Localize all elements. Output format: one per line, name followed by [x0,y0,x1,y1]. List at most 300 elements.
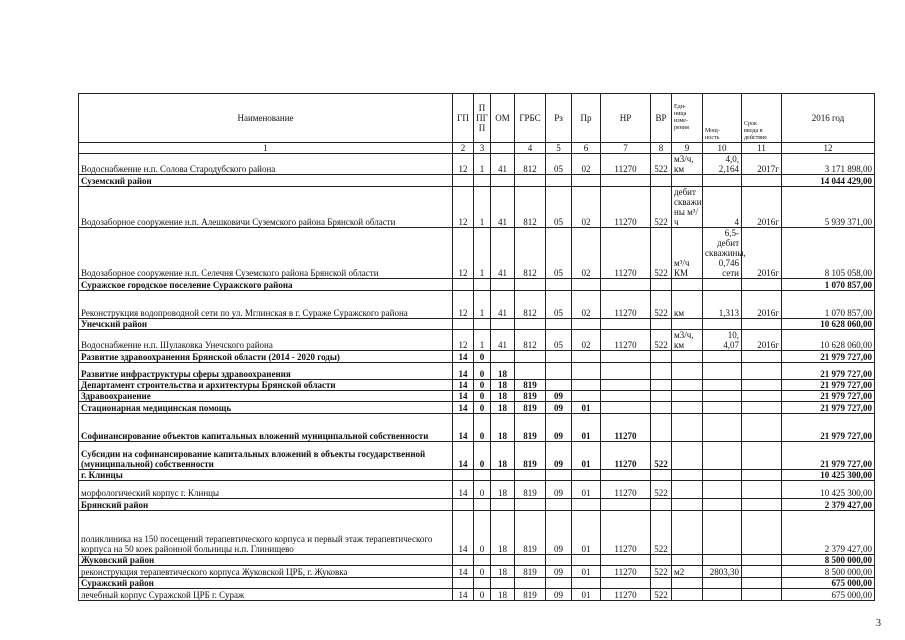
cell-pgp: 0 [474,402,491,414]
cell-rz: 05 [546,228,572,279]
header-om: ОМ [491,94,515,143]
cell-power: 1,313 [703,291,742,319]
cell-name: Водозаборное сооружение н.п. Селечня Суземского района Брянской области [79,228,453,279]
cell-rz [546,363,572,380]
table-row [79,578,875,589]
cell-om: 18 [491,481,515,499]
cell-power: 2803,30 [703,566,742,578]
cell-power [703,175,742,187]
cell-amount: 21 979 727,00 [782,391,875,402]
cell-om: 18 [491,391,515,402]
cell-vr: 522 [651,330,672,351]
table-row [79,402,875,414]
cell-unit [672,175,703,187]
cell-np [601,391,651,402]
cell-name: Софинансирование объектов капитальных вложений муниципальной собственности [79,414,453,442]
cell-np: 11270 [601,566,651,578]
header-grbs: ГРБС [515,94,546,143]
cell-gp: 14 [453,442,474,470]
cell-amount: 21 979 727,00 [782,442,875,470]
cell-term [742,391,782,402]
header-pr: Пр [572,94,601,143]
cell-grbs: 812 [515,154,546,175]
col-number: 1 [79,143,453,154]
cell-grbs [515,351,546,363]
cell-pgp [474,578,491,589]
table-row [79,391,875,402]
cell-om [491,499,515,511]
cell-unit: м2 [672,566,703,578]
cell-grbs: 819 [515,442,546,470]
cell-pr [572,279,601,291]
col-number: 2 [453,143,474,154]
cell-term [742,589,782,601]
cell-pr [572,470,601,481]
cell-om: 18 [491,589,515,601]
header-pgp: П ПГ П [474,94,491,143]
cell-gp: 14 [453,481,474,499]
table-row [79,363,875,380]
header-gp: ГП [453,94,474,143]
cell-name: поликлиника на 150 посещений терапевтического корпуса и первый этаж терапевтического корпуса на 50 коек районной больницы н.п. Глинищево [79,511,453,555]
table-row [79,154,875,175]
cell-power [703,391,742,402]
cell-pr [572,319,601,330]
cell-om [491,555,515,566]
cell-grbs: 812 [515,187,546,228]
table-row [79,319,875,330]
cell-term [742,481,782,499]
cell-unit: дебит скважи ны м³/ч [672,187,703,228]
cell-rz: 09 [546,402,572,414]
cell-rz [546,279,572,291]
cell-amount: 21 979 727,00 [782,380,875,391]
cell-name: Здравоохранение [79,391,453,402]
cell-power [703,402,742,414]
table-row [79,187,875,228]
cell-power [703,555,742,566]
cell-unit: м³/ч КМ [672,228,703,279]
cell-gp: 12 [453,291,474,319]
table-row [79,291,875,319]
table-row [79,414,875,442]
cell-amount: 8 500 000,00 [782,566,875,578]
cell-unit [672,279,703,291]
cell-rz: 09 [546,414,572,442]
header-term: Срок ввода в действие [742,94,782,143]
cell-grbs: 819 [515,380,546,391]
cell-name: Водоснабжение н.п. Шулаковка Унечского района [79,330,453,351]
cell-amount: 21 979 727,00 [782,414,875,442]
cell-term [742,414,782,442]
col-number: 8 [651,143,672,154]
cell-rz: 05 [546,291,572,319]
cell-pr: 01 [572,402,601,414]
cell-power [703,363,742,380]
cell-grbs: 819 [515,391,546,402]
cell-pr: 01 [572,589,601,601]
cell-power: 4,0, 2,164 [703,154,742,175]
cell-unit [672,442,703,470]
cell-rz: 09 [546,442,572,470]
cell-om: 18 [491,402,515,414]
cell-vr [651,499,672,511]
cell-np [601,380,651,391]
cell-vr [651,470,672,481]
cell-pr [572,499,601,511]
cell-vr: 522 [651,566,672,578]
cell-name: Брянский район [79,499,453,511]
cell-term: 2017г [742,154,782,175]
cell-grbs: 819 [515,414,546,442]
cell-pgp: 0 [474,481,491,499]
cell-om [491,279,515,291]
cell-vr: 522 [651,187,672,228]
cell-np [601,319,651,330]
cell-pr [572,578,601,589]
cell-grbs [515,319,546,330]
col-number: 5 [546,143,572,154]
cell-term [742,351,782,363]
cell-vr: 522 [651,442,672,470]
table-row [79,555,875,566]
cell-grbs: 819 [515,402,546,414]
cell-pr: 01 [572,566,601,578]
cell-pgp [474,555,491,566]
cell-power [703,319,742,330]
cell-amount: 3 171 898,00 [782,154,875,175]
cell-name: Суземский район [79,175,453,187]
cell-term [742,319,782,330]
cell-name: Суражский район [79,578,453,589]
cell-pgp [474,470,491,481]
cell-om [491,578,515,589]
cell-amount: 10 628 060,00 [782,319,875,330]
cell-gp: 14 [453,363,474,380]
cell-term [742,470,782,481]
cell-grbs [515,578,546,589]
cell-term: 2016г [742,330,782,351]
table-row [79,175,875,187]
cell-unit [672,391,703,402]
header-rz: Рз [546,94,572,143]
cell-power [703,380,742,391]
cell-name: Субсидии на софинансирование капитальных вложений в объекты государственной (муниципальной) собственности [79,442,453,470]
cell-gp [453,175,474,187]
cell-unit [672,470,703,481]
cell-unit [672,499,703,511]
cell-power: 6,5-дебит скважины, 0,746 сети [703,228,742,279]
cell-name: Водоснабжение н.п. Солова Стародубского района [79,154,453,175]
cell-pgp: 0 [474,566,491,578]
cell-pr [572,380,601,391]
cell-power [703,470,742,481]
cell-unit [672,555,703,566]
cell-np [601,363,651,380]
cell-np: 11270 [601,414,651,442]
header-power: Мощ- ность [703,94,742,143]
cell-pgp: 0 [474,363,491,380]
table-row [79,499,875,511]
cell-pgp [474,175,491,187]
cell-unit [672,402,703,414]
cell-vr: 522 [651,291,672,319]
cell-pgp: 0 [474,442,491,470]
cell-pgp [474,319,491,330]
cell-rz [546,380,572,391]
cell-name: Развитие инфраструктуры сферы здравоохранения [79,363,453,380]
cell-power [703,414,742,442]
cell-rz: 09 [546,391,572,402]
cell-name: морфологический корпус г. Клинцы [79,481,453,499]
cell-amount: 10 425 300,00 [782,481,875,499]
cell-pgp: 0 [474,351,491,363]
cell-np: 11270 [601,228,651,279]
cell-pr [572,363,601,380]
header-np: НР [601,94,651,143]
cell-vr [651,279,672,291]
cell-gp: 12 [453,187,474,228]
cell-grbs: 812 [515,291,546,319]
cell-vr [651,319,672,330]
cell-gp: 14 [453,414,474,442]
cell-gp: 14 [453,589,474,601]
cell-pr [572,351,601,363]
cell-np: 11270 [601,187,651,228]
cell-pgp [474,279,491,291]
cell-om [491,319,515,330]
header-unit: Еди- ница изме- рения [672,94,703,143]
cell-amount: 675 000,00 [782,589,875,601]
cell-name: Водозаборное сооружение н.п. Алешковичи Суземского района Брянской области [79,187,453,228]
cell-amount: 21 979 727,00 [782,402,875,414]
cell-amount: 14 044 429,00 [782,175,875,187]
cell-rz: 09 [546,589,572,601]
cell-gp: 12 [453,154,474,175]
table-row [79,589,875,601]
cell-grbs: 812 [515,228,546,279]
cell-np [601,555,651,566]
cell-pgp: 0 [474,391,491,402]
cell-term [742,442,782,470]
cell-pr: 02 [572,291,601,319]
cell-term [742,511,782,555]
cell-rz: 05 [546,154,572,175]
cell-power [703,578,742,589]
cell-np [601,470,651,481]
col-number: 11 [742,143,782,154]
cell-power: 10, 4,07 [703,330,742,351]
cell-vr [651,578,672,589]
cell-unit [672,511,703,555]
cell-np: 11270 [601,481,651,499]
cell-unit [672,380,703,391]
cell-amount: 10 425 300,00 [782,470,875,481]
cell-power [703,481,742,499]
col-number [491,143,515,154]
cell-np [601,499,651,511]
cell-pr [572,391,601,402]
cell-pr: 01 [572,442,601,470]
cell-unit [672,481,703,499]
page-number: 3 [876,618,881,629]
cell-name: Стационарная медицинская помощь [79,402,453,414]
cell-term [742,566,782,578]
cell-name: Развитие здравоохранения Брянской области (2014 - 2020 годы) [79,351,453,363]
table-row [79,380,875,391]
cell-pgp: 0 [474,511,491,555]
cell-pgp: 1 [474,291,491,319]
cell-pr: 02 [572,187,601,228]
cell-gp [453,578,474,589]
col-number: 9 [672,143,703,154]
cell-rz: 09 [546,566,572,578]
col-number: 4 [515,143,546,154]
table-row [79,566,875,578]
cell-gp: 14 [453,351,474,363]
cell-grbs [515,470,546,481]
cell-np [601,402,651,414]
cell-om: 41 [491,154,515,175]
cell-gp: 12 [453,330,474,351]
cell-rz [546,470,572,481]
cell-gp: 14 [453,380,474,391]
cell-om: 41 [491,291,515,319]
cell-term [742,578,782,589]
cell-name: реконструкция терапевтического корпуса Жуковской ЦРБ, г. Жуковка [79,566,453,578]
cell-rz [546,555,572,566]
cell-vr [651,391,672,402]
cell-pgp: 0 [474,589,491,601]
cell-name: Унечский район [79,319,453,330]
cell-amount: 2 379 427,00 [782,499,875,511]
cell-rz: 09 [546,511,572,555]
cell-vr: 522 [651,589,672,601]
cell-rz [546,578,572,589]
cell-gp: 12 [453,228,474,279]
cell-power [703,589,742,601]
cell-vr [651,175,672,187]
cell-om: 18 [491,442,515,470]
cell-grbs [515,279,546,291]
cell-gp [453,470,474,481]
col-number: 7 [601,143,651,154]
cell-np [601,578,651,589]
cell-pgp: 1 [474,330,491,351]
cell-grbs [515,363,546,380]
cell-unit: м3/ч, км [672,154,703,175]
cell-name: Жуковский район [79,555,453,566]
cell-rz [546,175,572,187]
cell-gp: 14 [453,391,474,402]
table-row [79,481,875,499]
cell-amount: 8 500 000,00 [782,555,875,566]
cell-np [601,351,651,363]
cell-power [703,442,742,470]
cell-rz: 05 [546,187,572,228]
cell-amount: 675 000,00 [782,578,875,589]
table-row [79,442,875,470]
cell-amount: 1 070 857,00 [782,291,875,319]
cell-grbs: 819 [515,481,546,499]
cell-term: 2016г [742,291,782,319]
cell-om: 18 [491,511,515,555]
cell-term [742,499,782,511]
cell-vr [651,380,672,391]
cell-gp: 14 [453,566,474,578]
cell-amount: 1 070 857,00 [782,279,875,291]
cell-grbs: 812 [515,330,546,351]
cell-grbs [515,175,546,187]
cell-np: 11270 [601,589,651,601]
cell-unit [672,589,703,601]
col-number: 12 [782,143,875,154]
cell-pr: 01 [572,414,601,442]
cell-rz: 09 [546,481,572,499]
col-number: 10 [703,143,742,154]
cell-vr: 522 [651,228,672,279]
cell-pr: 02 [572,154,601,175]
cell-np: 11270 [601,291,651,319]
col-number: 3 [474,143,491,154]
cell-pgp: 1 [474,187,491,228]
cell-name: Реконструкция водопроводной сети по ул. Мглинская в г. Сураже Суражского района [79,291,453,319]
cell-grbs [515,499,546,511]
cell-grbs: 819 [515,566,546,578]
cell-unit [672,578,703,589]
cell-power [703,351,742,363]
table-row [79,351,875,363]
table-row [79,330,875,351]
cell-pr: 02 [572,228,601,279]
cell-power [703,511,742,555]
cell-rz [546,351,572,363]
cell-vr [651,414,672,442]
cell-np [601,279,651,291]
cell-name: лечебный корпус Суражской ЦРБ г. Сураж [79,589,453,601]
cell-gp [453,555,474,566]
cell-vr [651,555,672,566]
cell-om: 18 [491,363,515,380]
header-vr: ВР [651,94,672,143]
cell-term [742,402,782,414]
cell-pgp: 1 [474,228,491,279]
cell-om: 18 [491,566,515,578]
cell-unit [672,363,703,380]
header-name: Наименование [79,94,453,143]
cell-rz: 05 [546,330,572,351]
cell-np: 11270 [601,330,651,351]
cell-power [703,279,742,291]
cell-amount: 21 979 727,00 [782,363,875,380]
cell-term: 2016г [742,228,782,279]
table-row [79,511,875,555]
table-row [79,228,875,279]
cell-unit [672,319,703,330]
cell-name: Суражское городское поселение Суражского района [79,279,453,291]
cell-grbs: 819 [515,511,546,555]
header-year: 2016 год [782,94,875,143]
cell-vr: 522 [651,154,672,175]
cell-amount: 21 979 727,00 [782,351,875,363]
cell-pr [572,555,601,566]
cell-unit [672,414,703,442]
cell-gp [453,279,474,291]
cell-pgp [474,499,491,511]
cell-power: 4 [703,187,742,228]
cell-term: 2016г [742,187,782,228]
cell-om: 41 [491,228,515,279]
